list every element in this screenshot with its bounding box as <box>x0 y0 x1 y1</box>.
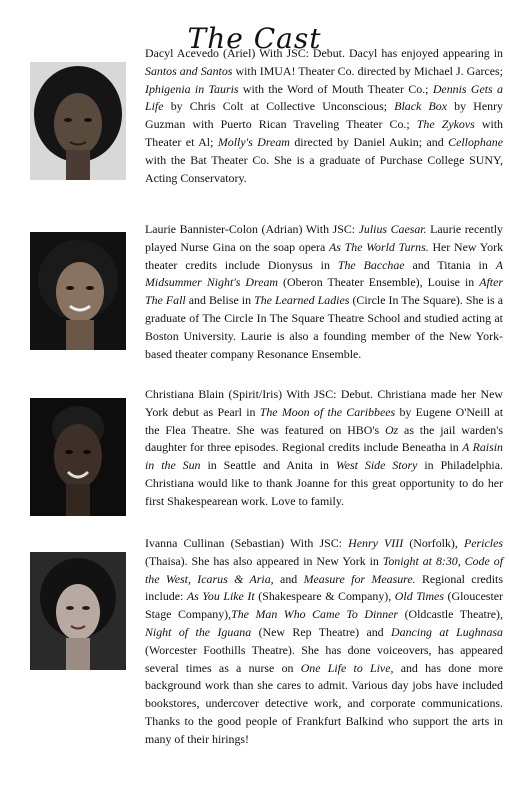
bio-text: as the jail warden's daughter for three episodes. Regional credits include Beneatha in <box>145 422 503 455</box>
production-title: Henry VIII <box>348 536 404 550</box>
cast-bio <box>145 45 503 187</box>
bio-text: by Eugene O'Neill at the Flea Theatre. She was featured on HBO's <box>145 404 503 437</box>
bio-text: Her New York theater credits include Dionysus in <box>145 239 504 272</box>
production-title: Oz <box>384 422 399 437</box>
production-title: The Learned Ladies <box>254 293 350 308</box>
production-title: After The Fall <box>145 275 503 308</box>
bio-text: in Philadelphia. Christiana would like to thank Joanne for this great opportunity to do her first Shakespearean work. Love to family. <box>145 458 503 508</box>
production-title: Dancing at Lughnasa <box>391 624 503 639</box>
production-title: Pericles <box>464 536 503 550</box>
headshot-photo <box>30 62 126 180</box>
production-title: ,The Man Who Came To Dinner <box>228 607 399 622</box>
bio-text: with the Bat Theater Co. She is a graduate of Purchase College SUNY, Acting Conservatory. <box>145 152 503 185</box>
bio-text: and has done more background work than she cares to admit. Various day jobs have included bookstores, undercover detective work, and corporate communications. Thanks to the good people of Frankfurt Balkind who support the arts in many of their hirings! <box>145 660 503 746</box>
production-title: Old Times <box>394 589 444 604</box>
bio-text: (Worcester Foothills Theatre). She has done voiceovers, has appeared several times as a nurse on <box>145 642 503 675</box>
production-title: As The World Turns. <box>329 239 429 254</box>
bio-text: directed by Daniel Aukin; and <box>289 134 449 149</box>
bio-text: by Henry Guzman with Puerto Rican Traveling Theater Co.; <box>145 99 503 132</box>
headshot-photo <box>30 398 126 516</box>
bio-text: with the Word of Mouth Theater Co.; <box>238 81 433 96</box>
bio-text: Laurie Bannister-Colon (Adrian) With JSC: <box>145 222 359 236</box>
production-title: A Midsummer Night's Dream <box>145 257 503 290</box>
bio-text: Laurie recently played Nurse Gina on the soap opera <box>145 222 504 254</box>
bio-text: and Titania in <box>404 257 496 272</box>
production-title: Black Box <box>394 99 447 114</box>
bio-text: (Circle In The Square). She is a graduate of The Circle In The Square Theatre School and studied acting at Boston University. Laurie is also a founding member of the New York-based theater company Resonance Ensemble. <box>145 293 504 361</box>
bio-text: (Shakespeare & Company), <box>254 589 395 604</box>
production-title: As You Like It <box>186 589 255 604</box>
bio-text: (Oldcastle Theatre), <box>398 607 503 622</box>
cast-bio <box>145 221 503 363</box>
production-title: Night of the Iguana <box>145 624 252 639</box>
bio-text: (Norfolk), <box>403 536 465 550</box>
production-title: One Life to Live, <box>300 660 394 675</box>
bio-text: with IMUA! Theater Co. directed by Michael J. Garces; <box>232 63 503 78</box>
production-title: Molly's Dream <box>217 134 290 149</box>
bio-text: (New Rep Theatre) and <box>251 624 392 639</box>
headshot-image <box>30 232 126 350</box>
production-title: Dennis Gets a Life <box>145 81 503 114</box>
headshot-image <box>30 62 126 180</box>
bio-text: by Chris Colt at Collective Unconscious; <box>163 99 395 114</box>
production-title: Cellophane <box>448 134 503 149</box>
production-title: The Bacchae <box>337 257 405 272</box>
headshot-image <box>30 552 126 670</box>
bio-text: Regional credits include: <box>145 571 503 604</box>
cast-bio <box>145 386 503 511</box>
bio-text: (Gloucester Stage Company) <box>145 589 504 622</box>
production-title: The Zykovs <box>416 117 475 132</box>
headshot-photo <box>30 232 126 350</box>
cast-bio <box>145 535 503 749</box>
bio-text: Christiana Blain (Spirit/Iris) With JSC: Debut. Christiana made her New York debut as Pearl in <box>145 387 503 419</box>
bio-text: (Thaisa). She has also appeared in New York in <box>145 553 383 568</box>
production-title: Santos and Santos <box>145 63 233 78</box>
bio-text: in Seattle and Anita in <box>200 458 336 473</box>
headshot-photo <box>30 552 126 670</box>
production-title: Julius Caesar. <box>358 222 427 236</box>
bio-text: with Theater et Al; <box>145 117 503 149</box>
production-title: A Raisin in the Sun <box>145 440 503 473</box>
bio-text: and <box>273 571 304 586</box>
production-title: Iphigenia in Tauris <box>145 81 239 96</box>
bio-text: Ivanna Cullinan (Sebastian) With JSC: <box>145 536 349 550</box>
production-title: West Side Story <box>335 458 418 473</box>
production-title: The Moon of the Caribbees <box>259 404 396 419</box>
bio-text: (Oberon Theater Ensemble), Louise in <box>278 275 480 290</box>
bio-text: Dacyl Acevedo (Ariel) With JSC: Debut. Dacyl has enjoyed appearing in <box>145 46 503 60</box>
headshot-image <box>30 398 126 516</box>
production-title: Tonight at 8:30, Code of the West, Icarus & Aria, <box>145 553 504 586</box>
bio-text: and Belise in <box>185 293 255 308</box>
production-title: Measure for Measure. <box>303 571 416 586</box>
page-title: The Cast <box>187 22 322 55</box>
